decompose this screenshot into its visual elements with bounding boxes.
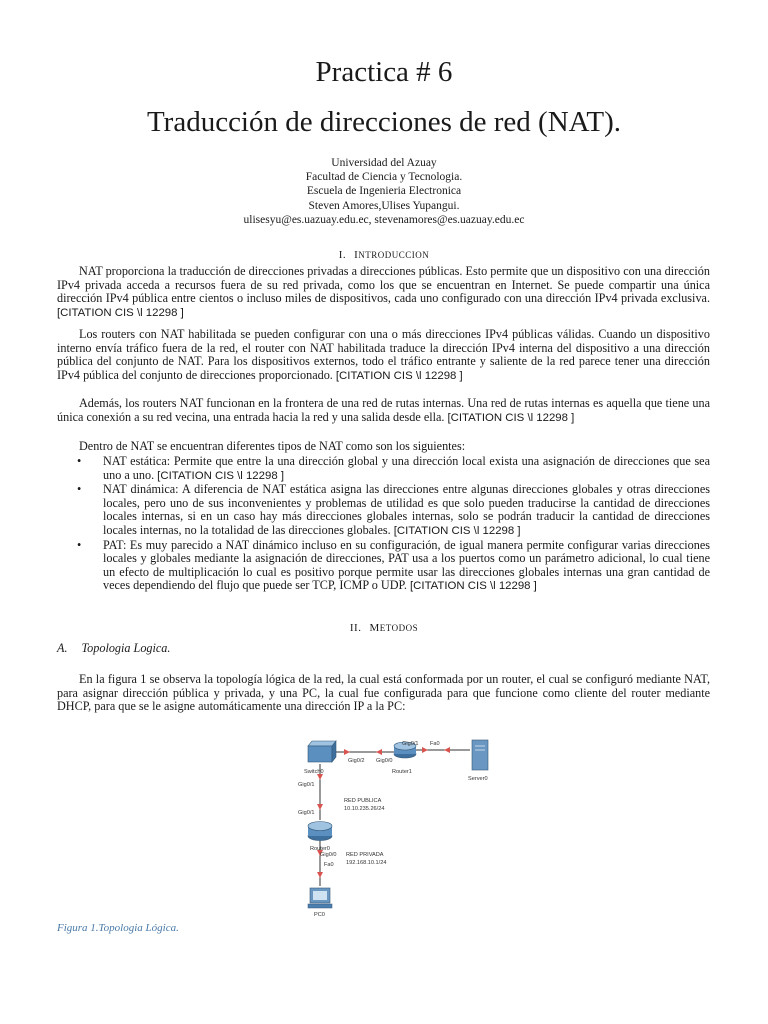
nat-types-list [57,455,710,594]
intro-paragraph-2 [57,328,710,383]
list-item-text: PAT: Es muy parecido a NAT dinámico incluso en su configuración, de igual manera permite configurar varias direcciones locales y globales mediante la asignación de direcciones, PAT usa a los puertos como un parámetro adicional, lo cual tiene un efecto de multiplicación lo cual es positivo porque permite usar las direcciones globales internas una gran cantidad de veces dependiendo del flujo que puede ser TCP, ICMP o UDP. [103,537,710,593]
section-title-initial: I [354,249,359,261]
network-topology-diagram [290,738,510,918]
link-status-marker [344,749,350,755]
device-label-switch: Switch0 [304,769,324,775]
section-heading-introduccion [0,249,768,261]
link-status-marker [376,749,382,755]
section-number: II. [349,622,362,634]
section-number: I. [338,249,347,261]
port-label: Fa0 [324,862,334,868]
affiliation-authors: Steven Amores,Ulises Yupangui. [308,199,460,212]
section-title-rest: NTRODUCCION [358,250,430,260]
port-label: Gig0/1 [298,782,315,788]
citation: [CITATION CIS \l 12298 ] [393,524,521,537]
port-label: Fa0 [430,741,440,747]
paragraph-text: NAT proporciona la traducción de direcciones privadas a direcciones públicas. Esto permite que un dispositivo con una dirección IPv4 privada acceda a recursos fuera de su red privada, como los que se encuentran en Internet. Se puede compartir una única dirección IPv4 pública entre cientos o incluso miles de dispositivos, cada uno configurado con una dirección IPv4 privada exclusiva. [57,264,710,306]
router-icon [308,822,332,841]
citation: [CITATION CIS \l 12298 ] [410,580,537,593]
affiliation-emails: ulisesyu@es.uazuay.edu.ec, stevenamores@es.uazuay.edu.ec [243,213,525,226]
section-heading-metodos [0,622,768,634]
device-label-pc: PC0 [314,912,325,918]
pc-icon [308,888,332,908]
device-label-router1: Router1 [392,769,412,775]
affiliation-school: Escuela de Ingenieria Electronica [306,185,462,198]
subsection-title: Topologia Logica. [81,641,171,655]
page-subtitle: Traducción de direcciones de red (NAT). [146,106,622,138]
intro-paragraph-1 [57,265,710,320]
server-icon [472,740,488,770]
figure-caption: Figura 1.Topologia Lógica. [57,922,179,934]
section-title-rest: ETODOS [379,623,419,633]
affiliation-university: Universidad del Azuay [331,157,437,169]
list-item [57,539,710,594]
bullet-icon: • [77,482,82,497]
port-label: Gig0/1 [402,741,419,747]
device-label-router0: Router0 [310,846,330,852]
list-item [57,483,710,538]
port-label: Gig0/2 [348,758,365,764]
network-label-public: RED PUBLICA [344,798,382,804]
section-title-initial: M [369,622,380,634]
switch-icon [308,741,336,762]
network-address-public: 10.10.235.26/24 [344,806,385,812]
citation: [CITATION CIS \l 12298 ] [157,469,284,482]
paragraph-text: Además, los routers NAT funcionan en la frontera de una red de rutas internas. Una red de rutas internas es aquella que tiene una única conexión a su red vecina, una entrada hacia la red y una salida desde ella. [57,396,710,424]
citation: [CITATION CIS \l 12298 ] [57,306,184,319]
subsection-letter: A. [57,641,68,655]
device-label-server: Server0 [468,776,488,782]
paragraph-text: Los routers con NAT habilitada se pueden configurar con una o más direcciones IPv4 públicas válidas. Cuando un dispositivo interno envía tráfico fuera de la red, el router con NAT habilitada traduce la dirección IPv4 interna del dispositivo a una dirección pública del conjunto de NAT. Para los dispositivos externos, todo el tráfico entrante y saliente de la red parece tener una dirección IPv4 pública del conjunto de direcciones proporcionado. [57,327,710,382]
page-title: Practica # 6 [315,56,453,88]
link-status-marker [317,872,323,878]
citation: [CITATION CIS \l 12298 ] [335,369,463,382]
affiliation-faculty: Facultad de Ciencia y Tecnologia. [305,171,463,184]
bullet-icon: • [77,454,82,468]
port-label: Gig0/0 [376,758,393,764]
port-label: Gig0/1 [298,810,315,816]
network-label-private: RED PRIVADA [346,852,384,858]
link-status-marker [444,747,450,753]
bullet-icon: • [77,537,82,552]
types-intro: Dentro de NAT se encuentran diferentes tipos de NAT como son los siguientes: [79,439,466,453]
list-item [57,455,710,483]
link-status-marker [422,747,428,753]
intro-paragraph-3 [57,397,710,425]
author-affiliation [0,156,768,227]
network-address-private: 192.168.10.1/24 [346,860,387,866]
methods-paragraph: En la figura 1 se observa la topología lógica de la red, la cual está conformada por un router, el cual se configuró mediante NAT, para asignar dirección pública y privada, y una PC, la cual fue configurada para que funcione como cliente del router mediante DHCP, para que se le asigne automáticamente una dirección IP a la PC: [57,672,710,714]
subsection-heading [57,641,170,656]
link-status-marker [317,804,323,810]
list-item-text: NAT dinámica: A diferencia de NAT estática asigna las direcciones entre algunas direcciones globales y otras direcciones locales, pero uno de sus inconvenientes y problemas de utilidad es que solo pueden traducirse la cantidad de direcciones locales internas, si en un caso hay más direcciones globales internas, solo se podrán traducir la cantidad de direcciones locales internas, no la totalidad de las direcciones globales. [103,482,710,537]
port-label: Gig0/0 [320,852,337,858]
citation: [CITATION CIS \l 12298 ] [447,411,575,424]
list-item-text: NAT estática: Permite que entre la una dirección global y una dirección local exista una asignación de direcciones que sea uno a uno. [103,454,710,482]
